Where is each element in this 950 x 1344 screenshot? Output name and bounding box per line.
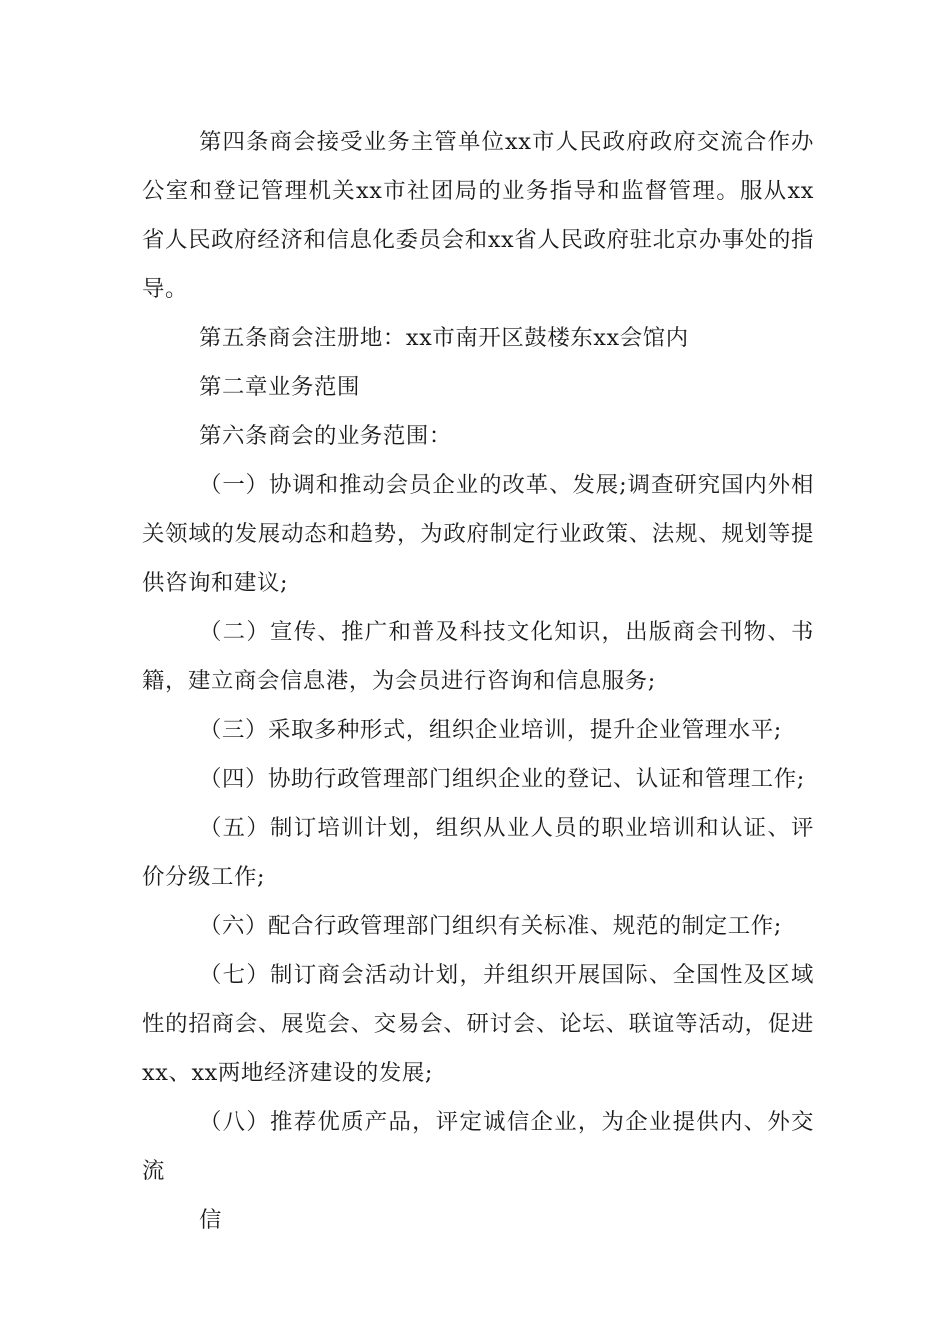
paragraph-article-5: 第五条商会注册地：xx市南开区鼓楼东xx会馆内 [199,325,689,351]
list-item-4: （四）协助行政管理部门组织企业的登记、认证和管理工作; [199,766,805,792]
chapter-heading: 第二章业务范围 [199,374,360,400]
document-body [142,118,814,1245]
trailing-text: 信 [199,1207,222,1233]
paragraph-article-6: 第六条商会的业务范围： [199,423,452,449]
list-item-7: （七）制订商会活动计划，并组织开展国际、全国性及区域性的招商会、展览会、交易会、研讨会、论坛、联谊等活动，促进xx、xx两地经济建设的发展; [142,962,814,1086]
list-item-5: （五）制订培训计划，组织从业人员的职业培训和认证、评价分级工作; [142,815,814,890]
list-item-1: （一）协调和推动会员企业的改革、发展;调查研究国内外相关领域的发展动态和趋势，为政府制定行业政策、法规、规划等提供咨询和建议; [142,472,814,596]
list-item-6: （六）配合行政管理部门组织有关标准、规范的制定工作; [199,913,782,939]
list-item-2: （二）宣传、推广和普及科技文化知识，出版商会刊物、书籍，建立商会信息港，为会员进行咨询和信息服务; [142,619,814,694]
list-item-3: （三）采取多种形式，组织企业培训，提升企业管理水平; [199,717,782,743]
list-item-8: （八）推荐优质产品，评定诚信企业，为企业提供内、外交流 [142,1109,814,1184]
paragraph-article-4: 第四条商会接受业务主管单位xx市人民政府政府交流合作办公室和登记管理机关xx市社团局的业务指导和监督管理。服从xx省人民政府经济和信息化委员会和xx省人民政府驻北京办事处的指导。 [142,129,814,302]
